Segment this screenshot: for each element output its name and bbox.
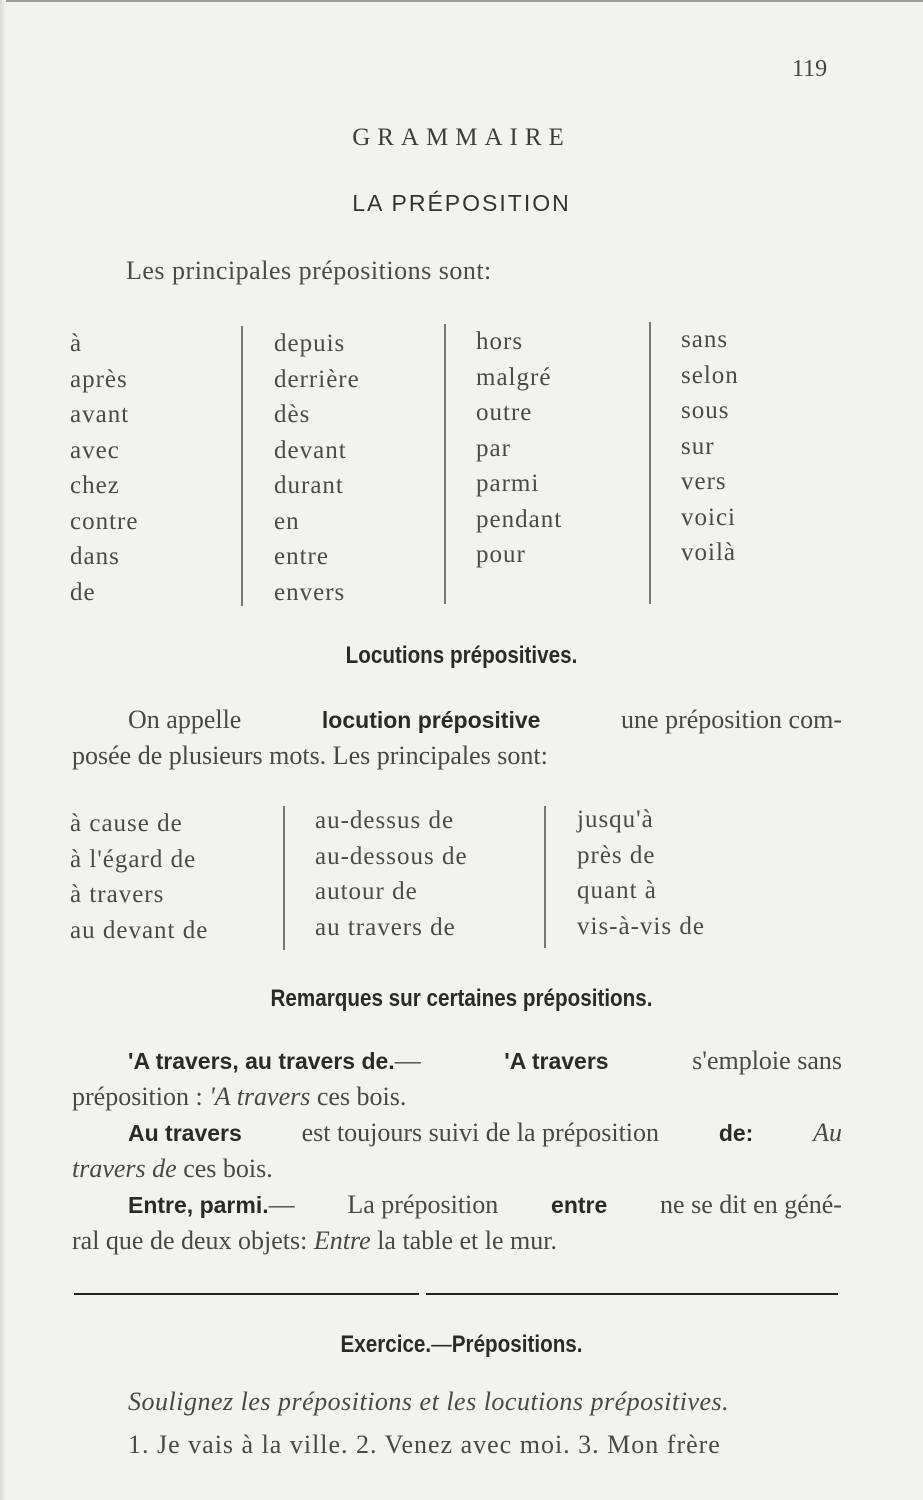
remarque-1 (72, 1043, 842, 1115)
list-item: chez (70, 472, 120, 499)
locutions-column-1 (70, 806, 208, 948)
lesson-subtitle: LA PRÉPOSITION (352, 190, 571, 216)
list-item: près de (577, 841, 656, 869)
bold-term: locution prépositive (321, 707, 541, 733)
intro-sentence: Les principales prépositions sont: (126, 256, 492, 285)
list-item: avec (70, 436, 120, 464)
prepositions-column-2 (274, 326, 360, 610)
list-item: au devant de (70, 916, 209, 944)
list-item: malgré (476, 363, 552, 391)
list-item: hors (476, 328, 524, 355)
top-edge-line (0, 0, 923, 2)
text-run: ral que de deux objets: (72, 1226, 308, 1255)
column-divider (544, 806, 546, 948)
list-item: pour (476, 541, 526, 568)
list-item: sans (681, 326, 729, 353)
list-item: envers (274, 578, 346, 606)
text-run: la table et le mur. (377, 1226, 557, 1255)
bold-term: entre (551, 1192, 608, 1218)
list-item: jusqu'à (577, 806, 654, 833)
list-item: par (476, 434, 511, 462)
column-divider (241, 326, 243, 606)
list-item: durant (274, 472, 344, 499)
text-run: ces bois. (183, 1154, 273, 1183)
prepositions-column-3 (476, 324, 562, 573)
list-item: autour de (315, 878, 418, 905)
text-run: — (431, 1331, 452, 1358)
locutions-column-2 (315, 803, 468, 945)
list-item: de (70, 578, 96, 606)
column-divider (444, 324, 446, 604)
list-item: outre (476, 399, 533, 426)
text-run: posée de plusieurs mots. Les principales sont: (72, 741, 548, 770)
list-item: depuis (274, 330, 346, 357)
exercise-instruction: Soulignez les prépositions et les locutions prépositives. (128, 1387, 730, 1416)
list-item: à l'égard de (70, 845, 197, 873)
exercise-heading (65, 1331, 859, 1359)
list-item: au travers de (315, 913, 456, 941)
separator-rule (426, 1293, 838, 1295)
column-divider (283, 806, 285, 950)
page-gutter-shade (0, 0, 6, 1500)
italic-example: Au (813, 1118, 842, 1147)
list-item: sur (681, 432, 715, 460)
prepositions-column-4 (681, 322, 739, 571)
list-item: selon (681, 361, 739, 389)
list-item: après (70, 365, 128, 393)
column-divider (649, 322, 651, 604)
locutions-column-3 (577, 802, 705, 944)
remarque-3 (72, 1187, 842, 1259)
list-item: au-dessous de (315, 842, 468, 870)
text-run: une préposition com- (621, 705, 842, 734)
list-item: voici (681, 503, 736, 531)
text-run: La préposition (347, 1190, 499, 1219)
text-run: On appelle (128, 705, 242, 734)
list-item: devant (274, 436, 347, 464)
list-item: à (70, 330, 83, 357)
bold-term: Au travers (128, 1120, 242, 1146)
separator-rule (74, 1293, 419, 1295)
bold-term: 'A travers, au travers de. (128, 1048, 395, 1074)
section-title: GRAMMAIRE (352, 124, 571, 151)
italic-example: travers de (72, 1154, 177, 1183)
list-item: derrière (274, 365, 360, 393)
italic-example: Entre (313, 1226, 371, 1255)
text-run: est toujours suivi de la préposition (301, 1118, 660, 1147)
list-item: au-dessus de (315, 807, 455, 834)
list-item: pendant (476, 505, 563, 533)
text-run: ces bois. (316, 1082, 407, 1111)
list-item: parmi (476, 470, 540, 497)
bold-term: 'A travers (504, 1048, 609, 1074)
list-item: entre (274, 543, 329, 570)
remarque-2 (72, 1115, 842, 1187)
locutions-heading: Locutions prépositives. (345, 642, 578, 669)
text-run: — (268, 1190, 295, 1219)
list-item: avant (70, 401, 130, 428)
list-item: contre (70, 507, 139, 535)
list-item: vers (681, 468, 727, 495)
list-item: dans (70, 543, 120, 570)
list-item: dès (274, 401, 311, 428)
locutions-paragraph (72, 702, 842, 774)
list-item: voilà (681, 539, 736, 566)
italic-example: 'A travers (209, 1082, 311, 1111)
page-number: 119 (792, 56, 828, 82)
remarques-heading: Remarques sur certaines prépositions. (270, 985, 653, 1012)
exercise-line-1: 1. Je vais à la ville. 2. Venez avec moi. 3. Mon frère (128, 1430, 721, 1459)
list-item: à cause de (70, 810, 183, 837)
bold-term: de: (718, 1120, 754, 1146)
list-item: sous (681, 397, 730, 424)
text-run: Prépositions. (451, 1331, 583, 1358)
list-item: à travers (70, 881, 165, 908)
text-run: Exercice. (340, 1331, 432, 1358)
list-item: vis-à-vis de (577, 912, 705, 940)
text-run: — (394, 1046, 421, 1075)
text-run: préposition : (72, 1082, 203, 1111)
list-item: quant à (577, 877, 657, 904)
text-run: ne se dit en géné- (660, 1190, 842, 1219)
bold-term: Entre, parmi. (128, 1192, 269, 1218)
prepositions-column-1 (70, 326, 138, 610)
text-run: s'emploie sans (692, 1046, 842, 1075)
list-item: en (274, 507, 300, 535)
